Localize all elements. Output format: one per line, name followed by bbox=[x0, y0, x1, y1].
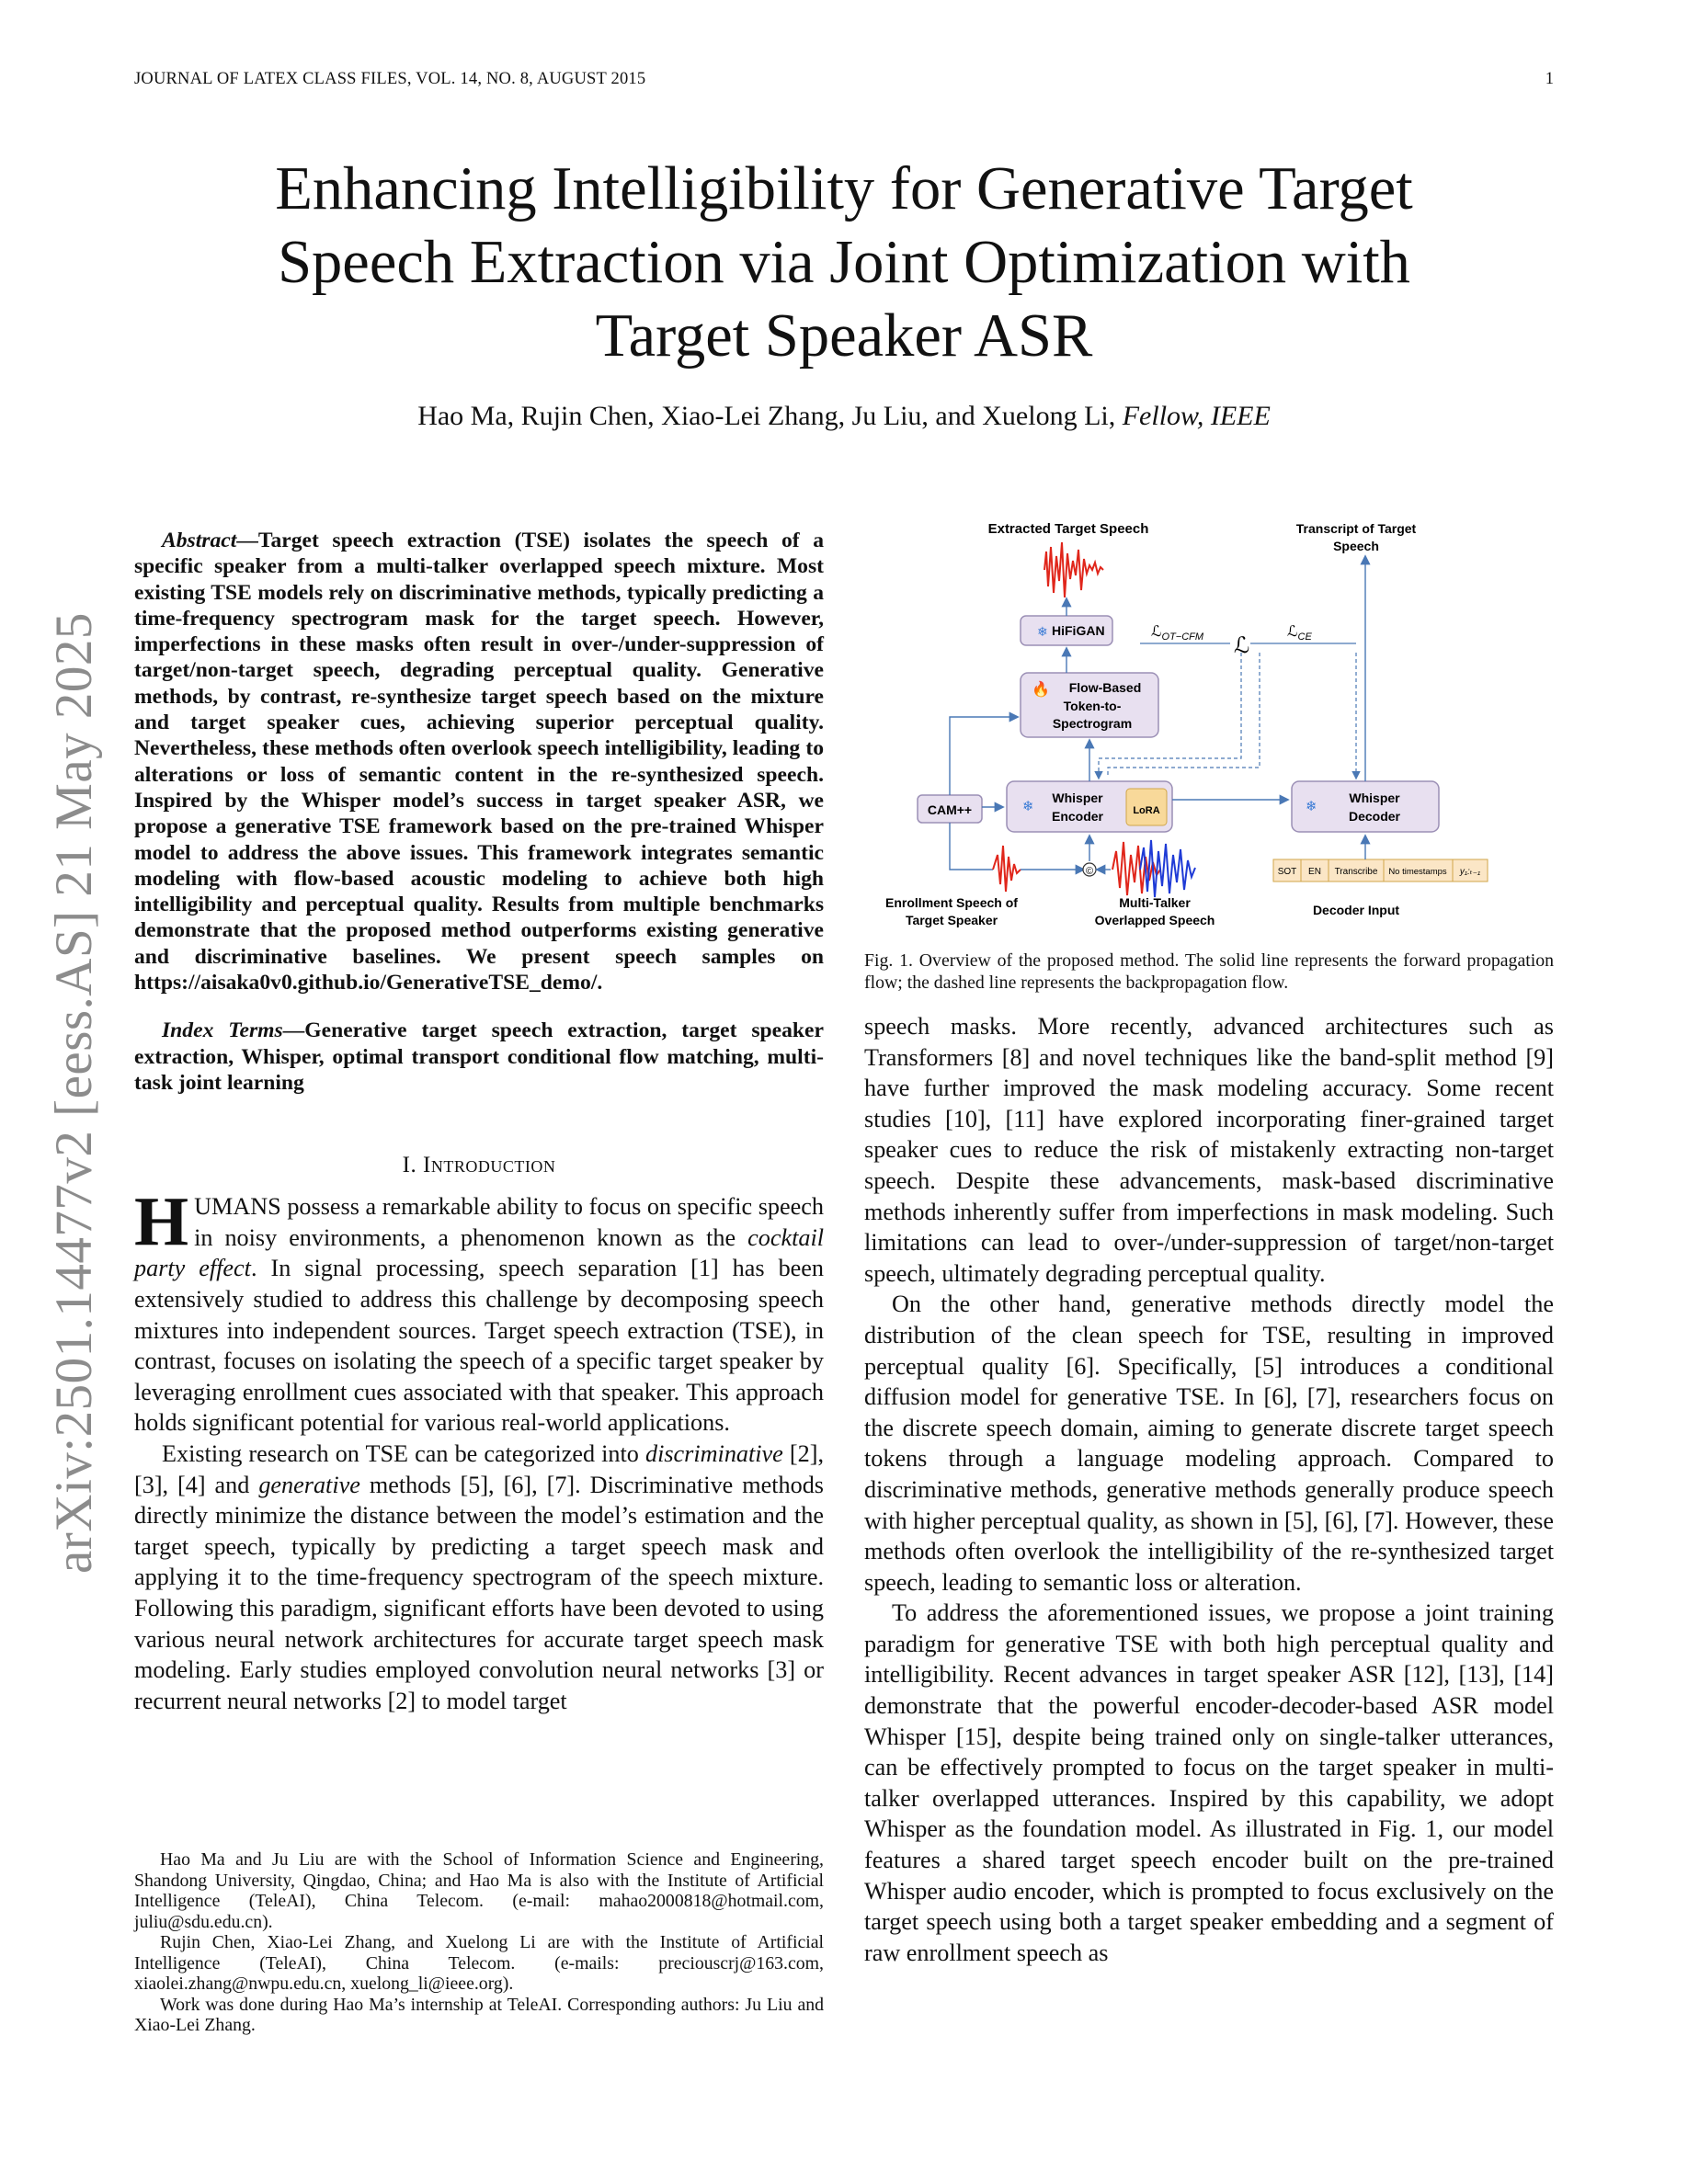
intro-p1-text-a: possess a remarkable ability to focus on specific speech in noisy environments, a phenomenon known as the bbox=[194, 1193, 824, 1251]
footnote-1: Hao Ma and Ju Liu are with the School of Information Science and Engineering, Shandong University, Qingdao, China; and Hao Ma is also with the Institute of Artificial Intelligence (TeleAI), China Telecom. (e-mail: mahao2000818@hotmail.com, juliu@sdu.edu.cn). bbox=[134, 1849, 824, 1932]
drop-cap: H bbox=[134, 1183, 189, 1261]
cam-label: CAM++ bbox=[927, 802, 973, 817]
intro-paragraph-2 bbox=[134, 1439, 824, 1716]
page-number: 1 bbox=[1545, 70, 1554, 88]
decoder-token-row bbox=[1273, 859, 1488, 882]
intro-p2-text-c: methods [5], [6], [7]. Discriminative methods directly minimize the distance between the model’s estimation and the target speech, typically by predicting a target speech mask and applying it to the time-frequency spectrogram of the speech mixture. Following this paradigm, significant efforts have been devoted to using various neural network architectures for accurate target speech mask modeling. Early studies employed convolution neural networks [3] or recurrent neural networks [2] to model target bbox=[134, 1471, 824, 1714]
label-extracted-speech: Extracted Target Speech bbox=[987, 521, 1149, 537]
token-en: EN bbox=[1308, 867, 1321, 877]
index-terms-text: —Generative target speech extraction, target speaker extraction, Whisper, optimal transport conditional flow matching, multi-task joint learning bbox=[134, 1018, 824, 1095]
intro-paragraph-3: speech masks. More recently, advanced architectures such as Transformers [8] and novel techniques like the band-split method [9] have further improved the mask modeling accuracy. Some recent studies [10], [11] have explored incorporating finer-grained target speaker cues to reduce the risk of mistakenly extracting non-target speech. Despite these advancements, mask-based discriminative methods inherently suffer from imperfections in mask modeling. Such limitations can lead to over-/under-suppression of target/non-target speech, ultimately degrading perceptual quality. bbox=[864, 1013, 1554, 1287]
index-terms-label: Index Terms bbox=[162, 1018, 283, 1043]
author-list bbox=[134, 401, 1554, 432]
hifigan-label: HiFiGAN bbox=[1052, 623, 1105, 638]
footnotes bbox=[134, 1849, 824, 2036]
left-column bbox=[134, 528, 824, 1716]
token-no-timestamps: No timestamps bbox=[1388, 867, 1447, 877]
encoder-label-2: Encoder bbox=[1051, 809, 1104, 824]
snowflake-icon: ❄ bbox=[1037, 624, 1048, 639]
label-decoder-input: Decoder Input bbox=[1312, 903, 1400, 917]
label-transcript-1: Transcript of Target bbox=[1295, 521, 1417, 536]
index-terms bbox=[134, 1018, 824, 1096]
decoder-label-1: Whisper bbox=[1349, 791, 1400, 805]
section-number: I. bbox=[402, 1153, 417, 1178]
flame-icon: 🔥 bbox=[1032, 682, 1050, 698]
intro-p2-italic-2: generative bbox=[258, 1471, 360, 1498]
intro-p1-italic: cocktail party effect bbox=[134, 1223, 824, 1282]
token-transcribe: Transcribe bbox=[1334, 867, 1378, 877]
loss-ot-cfm: ℒ$_{OT-CFM}$ bbox=[1151, 624, 1204, 643]
encoder-label-1: Whisper bbox=[1052, 791, 1103, 805]
intro-paragraph-5: To address the aforementioned issues, we propose a joint training paradigm for generative TSE with both high perceptual quality and intelligibility. Recent advances in target speaker ASR [12], [13], [14] demonstrate that the powerful encoder-decoder-based ASR model Whisper [15], despite being trained only on single-talker utterances, can be effectively prompted to focus on the target speaker in multi-talker overlapped utterances. Inspired by this capability, we adopt Whisper as the foundation model. As illustrated in Fig. 1, our model features a shared target speech encoder built on the pre-trained Whisper audio encoder, which is prompted to focus exclusively on the target speech using both a target speaker embedding and a segment of raw enrollment speech as bbox=[864, 1599, 1554, 1966]
label-transcript-2: Speech bbox=[1333, 539, 1379, 553]
flow-label-2: Token-to- bbox=[1063, 699, 1122, 713]
section-title: Introduction bbox=[423, 1153, 556, 1178]
encoder-snowflake-icon: ❄ bbox=[1022, 799, 1034, 814]
lora-label: LoRA bbox=[1133, 805, 1160, 816]
label-mixture-1: Multi-Talker bbox=[1119, 895, 1191, 910]
intro-p2-text-b: [2], [3], [4] and bbox=[134, 1439, 824, 1498]
figure-1-diagram bbox=[864, 515, 1554, 928]
intro-p2-italic-1: discriminative bbox=[644, 1439, 783, 1467]
title-line-2: Speech Extraction via Joint Optimization with bbox=[278, 229, 1410, 296]
loss-ce: ℒ$_{CE}$ bbox=[1287, 624, 1312, 643]
extracted-waveform bbox=[1044, 542, 1103, 597]
intro-caps: UMANS bbox=[194, 1193, 281, 1221]
running-head: JOURNAL OF LATEX CLASS FILES, VOL. 14, NO. 8, AUGUST 2015 bbox=[134, 70, 646, 88]
paper-title bbox=[134, 153, 1554, 373]
label-enrollment-2: Target Speaker bbox=[905, 913, 998, 927]
flow-label-1: Flow-Based bbox=[1068, 680, 1142, 695]
figure-caption: Fig. 1. Overview of the proposed method. The solid line represents the forward propagation flow; the dashed line represents the backpropagation flow. bbox=[864, 950, 1554, 993]
enrollment-waveform bbox=[993, 846, 1021, 892]
token-sot: SOT bbox=[1277, 867, 1297, 877]
abstract bbox=[134, 528, 824, 995]
abstract-text: —Target speech extraction (TSE) isolates the speech of a specific speaker from a multi-talker overlapped speech mixture. Most existing TSE models rely on discriminative methods, typically predicting a time-frequency spectrogram mask for the target speech. However, imperfections in these masks often result in over-/under-suppression of target/non-target speech, degrading perceptual quality. Generative methods, by contrast, re-synthesize target speech based on the mixture and target speaker cues, achieving superior perceptual quality. Nevertheless, these methods often overlook speech intelligibility, leading to alterations or loss of semantic content in the re-synthesized speech. Inspired by the Whisper model’s success in target speaker ASR, we propose a generative TSE framework based on the pre-trained Whisper model to address the above issues. This framework integrates semantic modeling with flow-based acoustic modeling to achieve both high intelligibility and perceptual quality. Results from multiple benchmarks demonstrate that the proposed method outperforms existing generative and discriminative baselines. We present speech samples on https://aisaka0v0.github.io/GenerativeTSE_demo/. bbox=[134, 529, 824, 995]
mixture-waveform bbox=[1112, 840, 1195, 897]
author-suffix: Fellow, IEEE bbox=[1122, 401, 1271, 431]
concat-symbol: © bbox=[1085, 866, 1094, 877]
token-prefix: y₁:ₜ₋₁ bbox=[1459, 867, 1481, 877]
decoder-snowflake-icon: ❄ bbox=[1306, 799, 1317, 814]
label-mixture-2: Overlapped Speech bbox=[1094, 913, 1215, 927]
decoder-label-2: Decoder bbox=[1348, 809, 1401, 824]
title-line-1: Enhancing Intelligibility for Generative Target bbox=[275, 155, 1413, 222]
abstract-label: Abstract bbox=[162, 529, 237, 552]
intro-p2-text-a: Existing research on TSE can be categorized into bbox=[162, 1439, 645, 1467]
author-names: Hao Ma, Rujin Chen, Xiao-Lei Zhang, Ju Liu, and Xuelong Li, bbox=[417, 401, 1116, 431]
footnote-2: Rujin Chen, Xiao-Lei Zhang, and Xuelong Li are with the Institute of Artificial Intelligence (TeleAI), China Telecom. (e-mails: preciouscrj@163.com, xiaolei.zhang@nwpu.edu.cn, xuelong_li@ieee.org). bbox=[134, 1932, 824, 1994]
footnote-3: Work was done during Hao Ma’s internship at TeleAI. Corresponding authors: Ju Liu and Xiao-Lei Zhang. bbox=[134, 1994, 824, 2035]
title-line-3: Target Speaker ASR bbox=[595, 302, 1093, 370]
flow-label-3: Spectrogram bbox=[1052, 716, 1133, 731]
label-enrollment-1: Enrollment Speech of bbox=[885, 895, 1018, 910]
loss-total: ℒ bbox=[1234, 633, 1250, 658]
arxiv-stamp: arXiv:2501.14477v2 [eess.AS] 21 May 2025 bbox=[45, 612, 103, 1574]
section-heading-introduction bbox=[134, 1153, 824, 1178]
intro-p1-text-b: . In signal processing, speech separation [1] has been extensively studied to address this challenge by decomposing speech mixtures into independent sources. Target speech extraction (TSE), in contrast, focuses on isolating the speech of a specific target speaker by leveraging enrollment cues associated with that speaker. This approach holds significant potential for various real-world applications. bbox=[134, 1255, 825, 1437]
right-column bbox=[864, 1011, 1554, 1968]
intro-paragraph-1 bbox=[134, 1183, 825, 1439]
intro-paragraph-4: On the other hand, generative methods directly model the distribution of the clean speech for TSE, resulting in improved perceptual quality [6]. Specifically, [5] introduces a conditional diffusion model for generative TSE. In [6], [7], researchers focus on the discrete speech domain, aiming to generate discrete target speech tokens through a language modeling approach. Compared to discriminative methods, generative methods generally produce speech with higher perceptual quality, as shown in [5], [6], [7]. However, these methods often overlook the intelligibility of the re-synthesized target speech, leading to semantic loss or alteration. bbox=[864, 1291, 1554, 1596]
